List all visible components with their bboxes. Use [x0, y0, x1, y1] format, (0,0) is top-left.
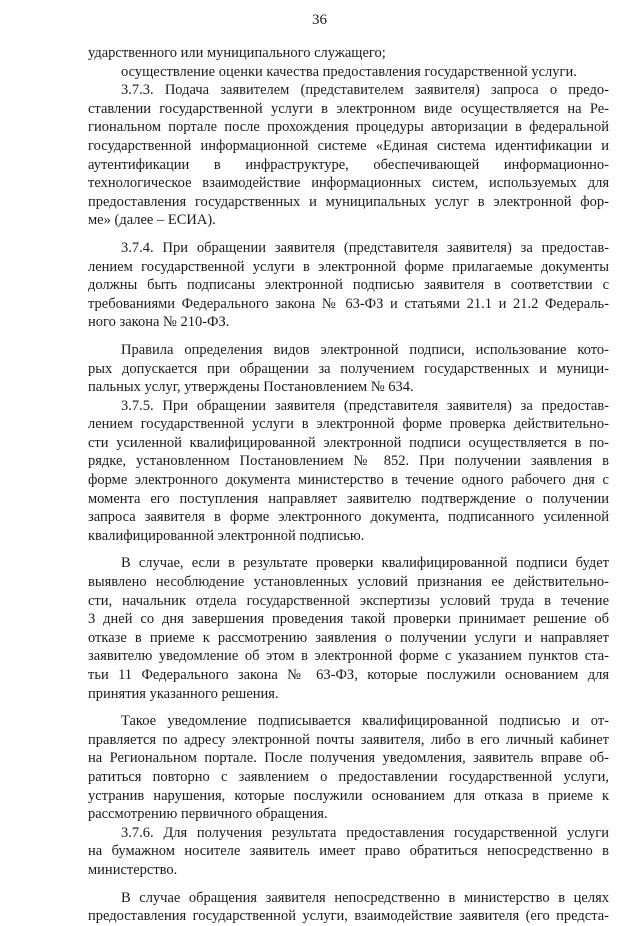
text-line: ме» (далее – ЕСИА).	[88, 212, 216, 229]
text-line: квалифицированной электронной подписью.	[88, 527, 365, 544]
text-line: предоставления государственных и муниципальных услуг в электронной фор-	[88, 193, 609, 210]
text-line: рассмотрению первичного обращения.	[88, 806, 328, 823]
text-line: 3.7.4. При обращении заявителя (представителя заявителя) за предостав-	[121, 239, 609, 256]
text-line: ного закона № 210-ФЗ.	[88, 314, 230, 331]
text-line: гиональном портале после прохождения процедуры авторизации в федеральной	[88, 119, 609, 136]
text-line: заявителю уведомление об этом в электронной форме с указанием пунктов ста-	[88, 648, 609, 665]
text-line: лением государственной услуги в электронной форме проверка действительно-	[88, 416, 609, 433]
text-line: 3.7.3. Подача заявителем (представителем заявителя) запроса о предо-	[121, 82, 609, 99]
paragraph-gap	[88, 703, 609, 712]
text-line: пальных услуг, утверждены Постановлением № 634.	[88, 379, 414, 396]
text-line: аутентификации в инфраструктуре, обеспечивающей информационно-	[88, 156, 609, 173]
text-line: предоставления государственной услуги, взаимодействие заявителя (его предста-	[88, 908, 609, 925]
text-line: 3.7.5. При обращении заявителя (представителя заявителя) за предостав-	[121, 397, 609, 414]
text-line: правляется по адресу электронной почты заявителя, либо в его личный кабинет	[88, 731, 609, 748]
page-number: 36	[312, 12, 327, 28]
text-line: В случае, если в результате проверки квалифицированной подписи будет	[121, 555, 609, 572]
text-line: технологическое взаимодействие информационных систем, используемых для	[88, 175, 609, 192]
text-line: требованиями Федерального закона № 63-ФЗ и статьями 21.1 и 21.2 Федераль-	[88, 295, 609, 312]
text-line: на Региональном портале. После получения уведомления, заявитель вправе об-	[88, 750, 609, 767]
text-line: рых допускается при обращении за получением государственных и муници-	[88, 360, 609, 377]
text-line: ставлении государственной услуги в электронном виде осуществляется на Ре-	[88, 100, 609, 117]
text-line: сти, начальник отдела государственной экспертизы условий труда в течение	[88, 592, 609, 609]
text-line: форме электронного документа министерство в течение одного рабочего дня с	[88, 472, 609, 489]
text-line: момента его поступления направляет заявителю подтверждение о получении	[88, 490, 609, 507]
text-line: лением государственной услуги в электронной форме прилагаемые документы	[88, 258, 609, 275]
paragraph-gap	[88, 880, 609, 889]
text-line: тьи 11 Федерального закона № 63-ФЗ, которые послужили основанием для	[88, 667, 609, 683]
document-body	[88, 44, 609, 926]
text-line: В случае обращения заявителя непосредственно в министерство в целях	[121, 889, 609, 906]
text-line: Правила определения видов электронной подписи, использование кото-	[121, 341, 609, 358]
text-line: устранив нарушения, которые послужили основанием для отказа в приеме к	[88, 787, 609, 804]
text-line: отказе в приеме к рассмотрению заявления о получении услуги и направляет	[88, 629, 609, 646]
text-line: на бумажном носителе заявитель имеет право обратиться непосредственно в	[88, 843, 609, 860]
text-line: Такое уведомление подписывается квалифицированной подписью и от-	[121, 713, 609, 730]
paragraph-gap	[88, 332, 609, 341]
text-line: ратиться повторно с заявлением о предоставлении государственной услуги,	[88, 768, 609, 785]
text-line: 3.7.6. Для получения результата предоставления государственной услуги	[121, 824, 609, 841]
text-line: рядке, установленном Постановлением № 852. При получении заявления в	[88, 453, 609, 470]
text-line: запроса заявителя в форме электронного документа, подписанного усиленной	[88, 509, 609, 526]
text-line: 3 дней со дня завершения проведения такой проверки принимает решение об	[88, 611, 609, 628]
text-line: осуществление оценки качества предоставления государственной услуги.	[121, 63, 577, 80]
text-line: выявлено несоблюдение установленных условий признания ее действительно-	[88, 574, 609, 591]
text-line: принятия указанного решения.	[88, 685, 279, 702]
text-line: ударственного или муниципального служащего;	[88, 45, 386, 61]
text-line: сти усиленной квалифицированной электронной подписи осуществляется в по-	[88, 434, 609, 451]
paragraph-gap	[88, 230, 609, 239]
text-line: должны быть подписаны электронной подписью заявителя в соответствии с	[88, 277, 609, 294]
text-line: государственной информационной системе «Единая система идентификации и	[88, 137, 609, 154]
paragraph-gap	[88, 545, 609, 554]
text-line: министерство.	[88, 861, 178, 878]
